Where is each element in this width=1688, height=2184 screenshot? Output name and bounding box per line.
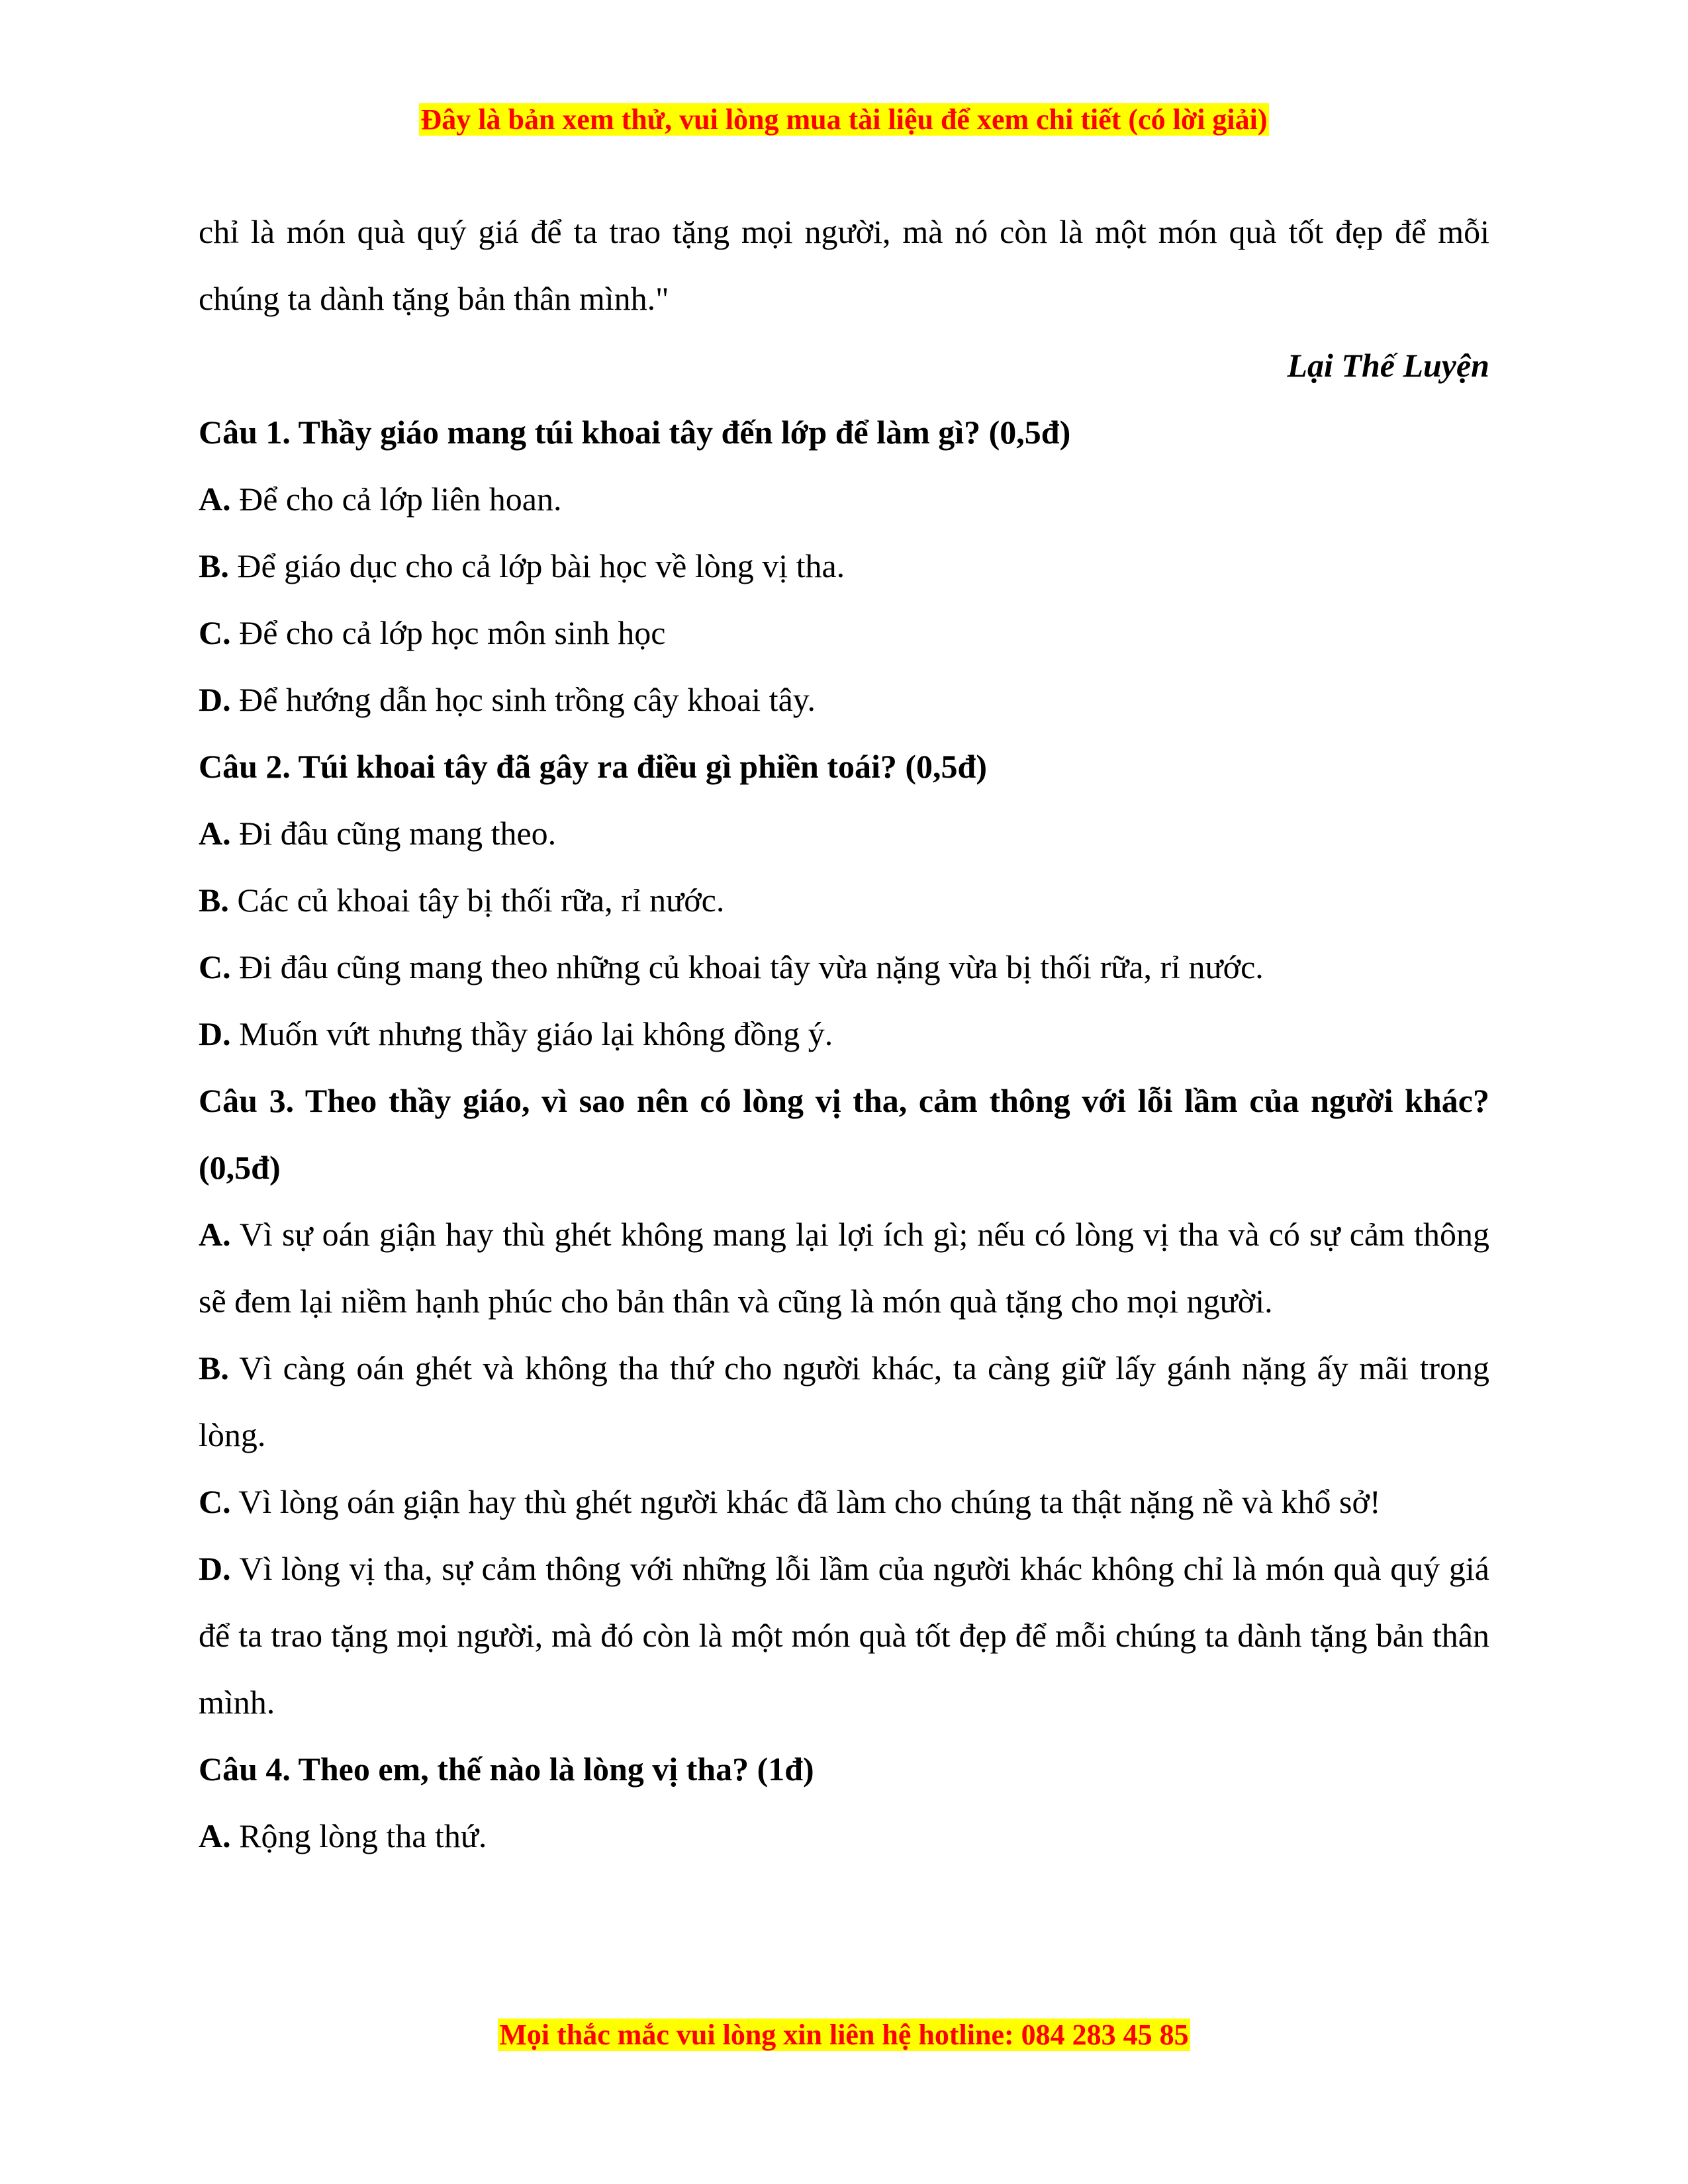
- option-letter: D.: [199, 681, 231, 718]
- option-text: Để hướng dẫn học sinh trồng cây khoai tây.: [230, 681, 816, 718]
- option-a: [199, 466, 1489, 533]
- option-text: Vì lòng oán giận hay thù ghét người khác đã làm cho chúng ta thật nặng nề và khổ sở!: [230, 1483, 1381, 1520]
- option-text: Các củ khoai tây bị thối rữa, rỉ nước.: [228, 882, 725, 919]
- author-name: Lại Thế Luyện: [1287, 347, 1489, 384]
- option-text: Vì sự oán giận hay thù ghét không mang lại lợi ích gì; nếu có lòng vị tha và có sự cảm thông sẽ đem lại niềm hạnh phúc cho bản thân và cũng là món quà tặng cho mọi người.: [199, 1216, 1489, 1320]
- question-title: Câu 1. Thầy giáo mang túi khoai tây đến lớp để làm gì? (0,5đ): [199, 414, 1071, 451]
- preview-notice-banner: [0, 101, 1688, 138]
- question-3: [199, 1068, 1489, 1736]
- question-title: Câu 3. Theo thầy giáo, vì sao nên có lòng vị tha, cảm thông với lỗi lầm của người khác? (0,5đ): [199, 1082, 1489, 1186]
- option-d: [199, 1001, 1489, 1068]
- document-body: [199, 199, 1489, 1870]
- option-letter: B.: [199, 1349, 229, 1387]
- option-c: [199, 1469, 1489, 1535]
- option-d: [199, 1535, 1489, 1736]
- question-1: [199, 399, 1489, 733]
- option-text: Để giáo dục cho cả lớp bài học về lòng vị tha.: [228, 547, 845, 584]
- preview-notice-text: Đây là bản xem thử, vui lòng mua tài liệu để xem chi tiết (có lời giải): [420, 103, 1268, 136]
- option-a: [199, 1201, 1489, 1335]
- option-letter: A.: [199, 480, 231, 518]
- option-b: [199, 867, 1489, 934]
- passage-ending: chỉ là món quà quý giá để ta trao tặng mọi người, mà nó còn là một món quà tốt đẹp để mỗi chúng ta dành tặng bản thân mình.": [199, 213, 1489, 317]
- option-a: [199, 1803, 1489, 1870]
- option-c: [199, 934, 1489, 1001]
- hotline-banner: [0, 2017, 1688, 2054]
- option-text: Muốn vứt nhưng thầy giáo lại không đồng ý.: [230, 1015, 833, 1052]
- option-letter: A.: [199, 1817, 231, 1854]
- hotline-text: Mọi thắc mắc vui lòng xin liên hệ hotline: 084 283 45 85: [499, 2019, 1189, 2051]
- question-title: Câu 2. Túi khoai tây đã gây ra điều gì phiền toái? (0,5đ): [199, 748, 987, 785]
- option-letter: C.: [199, 1483, 231, 1520]
- option-text: Để cho cả lớp liên hoan.: [230, 480, 562, 518]
- option-text: Đi đâu cũng mang theo.: [230, 815, 557, 852]
- option-text: Vì càng oán ghét và không tha thứ cho người khác, ta càng giữ lấy gánh nặng ấy mãi trong lòng.: [199, 1349, 1489, 1453]
- option-letter: D.: [199, 1550, 231, 1587]
- option-letter: A.: [199, 815, 231, 852]
- option-letter: A.: [199, 1216, 231, 1253]
- option-text: Đi đâu cũng mang theo những củ khoai tây vừa nặng vừa bị thối rữa, rỉ nước.: [230, 948, 1264, 985]
- option-letter: C.: [199, 614, 231, 651]
- option-letter: B.: [199, 882, 229, 919]
- option-b: [199, 1335, 1489, 1469]
- question-4: [199, 1736, 1489, 1870]
- question-title: Câu 4. Theo em, thế nào là lòng vị tha? (1đ): [199, 1751, 814, 1788]
- option-text: Rộng lòng tha thứ.: [230, 1817, 487, 1854]
- option-d: [199, 666, 1489, 733]
- option-c: [199, 600, 1489, 666]
- option-text: Để cho cả lớp học môn sinh học: [230, 614, 666, 651]
- option-b: [199, 533, 1489, 600]
- option-letter: B.: [199, 547, 229, 584]
- option-text: Vì lòng vị tha, sự cảm thông với những lỗi lầm của người khác không chỉ là món quà quý giá để ta trao tặng mọi người, mà đó còn là một món quà tốt đẹp để mỗi chúng ta dành tặng bản thân mình.: [199, 1550, 1489, 1721]
- question-2: [199, 733, 1489, 1068]
- option-letter: D.: [199, 1015, 231, 1052]
- option-letter: C.: [199, 948, 231, 985]
- option-a: [199, 800, 1489, 867]
